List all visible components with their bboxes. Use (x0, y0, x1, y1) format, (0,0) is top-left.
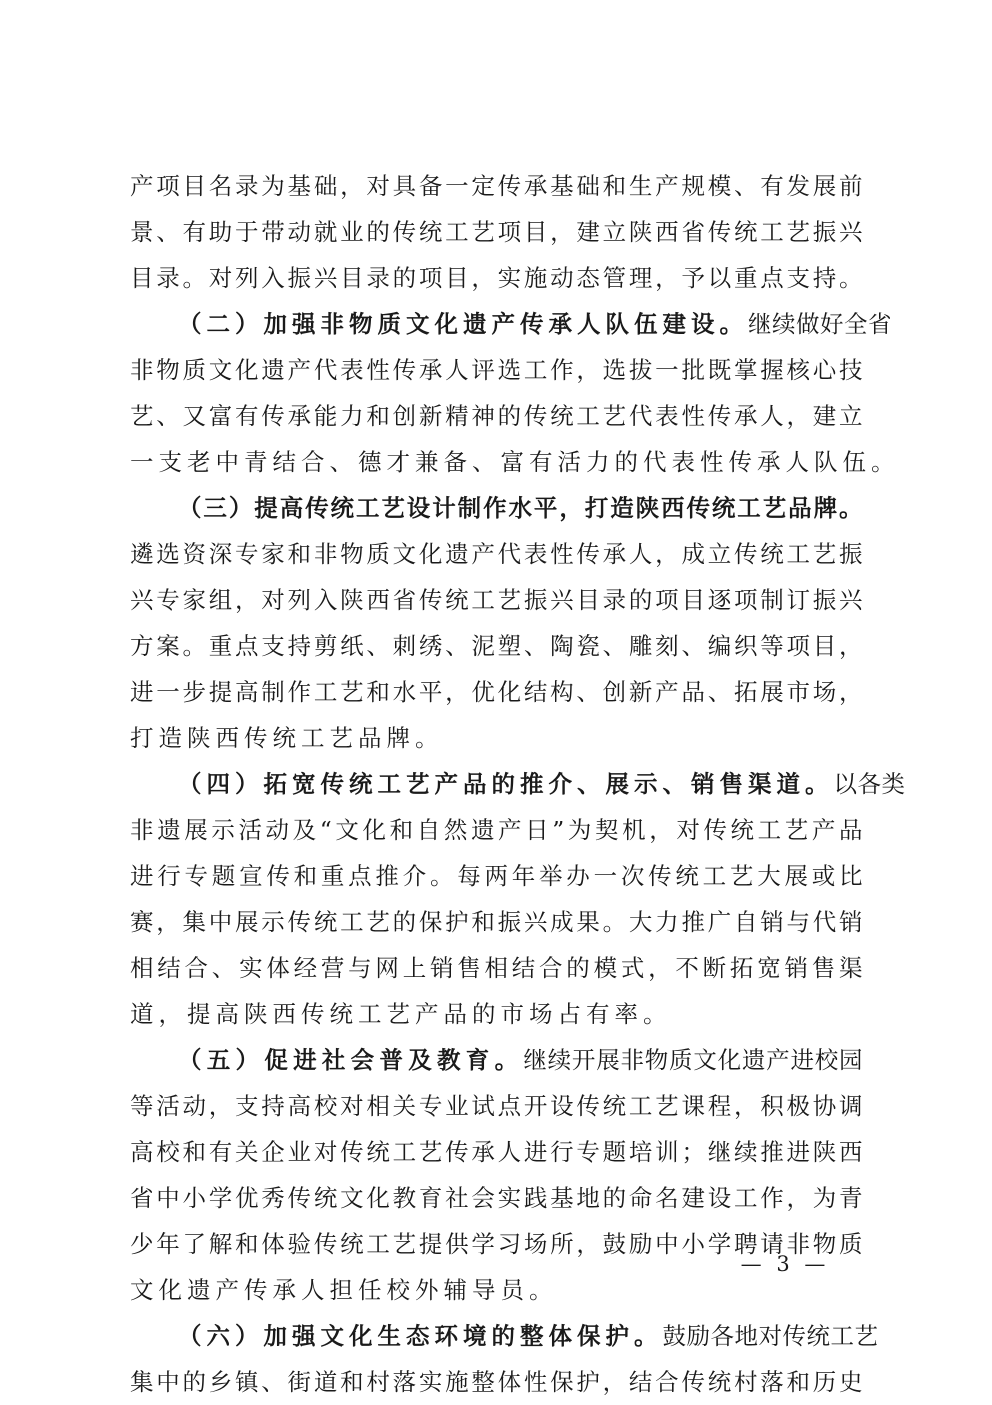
section-2-heading: （二）加强非物质文化遗产传承人队伍建设。 (178, 310, 748, 338)
section-2-first-line (130, 301, 892, 347)
body-line: 赛，集中展示传统工艺的保护和振兴成果。大力推广自销与代销 (130, 908, 863, 936)
body-line: 目录。对列入振兴目录的项目，实施动态管理，予以重点支持。 (130, 264, 863, 292)
page-number: — 3 — (740, 1252, 830, 1276)
body-line: 省中小学优秀传统文化教育社会实践基地的命名建设工作，为青 (130, 1184, 863, 1212)
body-line: 兴专家组，对列入陕西省传统工艺振兴目录的项目逐项制订振兴 (130, 586, 863, 614)
section-4-heading: （四）拓宽传统工艺产品的推介、展示、销售渠道。 (178, 770, 834, 798)
body-line: 产项目名录为基础，对具备一定传承基础和生产规模、有发展前 (130, 172, 863, 200)
section-5-text: 继续开展非物质文化遗产进校园 (523, 1046, 864, 1074)
body-line: 景、有助于带动就业的传统工艺项目，建立陕西省传统工艺振兴 (130, 218, 863, 246)
section-6-text: 鼓励各地对传统工艺 (662, 1322, 879, 1350)
body-line: 集中的乡镇、街道和村落实施整体性保护，结合传统村落和历史 (130, 1368, 863, 1396)
section-3-heading: （三）提高传统工艺设计制作水平，打造陕西传统工艺品牌。 (178, 494, 863, 522)
body-line: 相结合、实体经营与网上销售相结合的模式，不断拓宽销售渠 (130, 954, 863, 982)
section-6-heading: （六）加强文化生态环境的整体保护。 (178, 1322, 663, 1350)
document-body (130, 163, 906, 1405)
section-6-first-line (130, 1313, 879, 1359)
body-line: 艺、又富有传承能力和创新精神的传统工艺代表性传承人，建立 (130, 402, 863, 430)
section-2-text: 继续做好全省 (748, 310, 892, 338)
section-5-heading: （五）促进社会普及教育。 (178, 1046, 524, 1074)
body-line: 遴选资深专家和非物质文化遗产代表性传承人，成立传统工艺振 (130, 540, 863, 568)
body-line: 少年了解和体验传统工艺提供学习场所，鼓励中小学聘请非物质 (130, 1230, 863, 1258)
section-4-text: 以各类 (833, 770, 906, 798)
section-3-first-line (130, 485, 863, 531)
section-4-first-line (130, 761, 906, 807)
body-line: 方案。重点支持剪纸、刺绣、泥塑、陶瓷、雕刻、编织等项目， (130, 632, 863, 660)
body-line: 文化遗产传承人担任校外辅导员。 (130, 1276, 558, 1304)
body-line: 道，提高陕西传统工艺产品的市场占有率。 (130, 1000, 672, 1028)
body-line: 打造陕西传统工艺品牌。 (130, 724, 444, 752)
body-line: 等活动，支持高校对相关专业试点开设传统工艺课程，积极协调 (130, 1092, 863, 1120)
section-5-first-line (130, 1037, 863, 1083)
body-line: 进行专题宣传和重点推介。每两年举办一次传统工艺大展或比 (130, 862, 863, 890)
body-line: 进一步提高制作工艺和水平，优化结构、创新产品、拓展市场， (130, 678, 863, 706)
body-line: 高校和有关企业对传统工艺传承人进行专题培训；继续推进陕西 (130, 1138, 863, 1166)
body-line: 一支老中青结合、德才兼备、富有活力的代表性传承人队伍。 (130, 448, 900, 476)
body-line: 非遗展示活动及“文化和自然遗产日”为契机，对传统工艺产品 (130, 816, 863, 844)
body-line: 非物质文化遗产代表性传承人评选工作，选拔一批既掌握核心技 (130, 356, 863, 384)
